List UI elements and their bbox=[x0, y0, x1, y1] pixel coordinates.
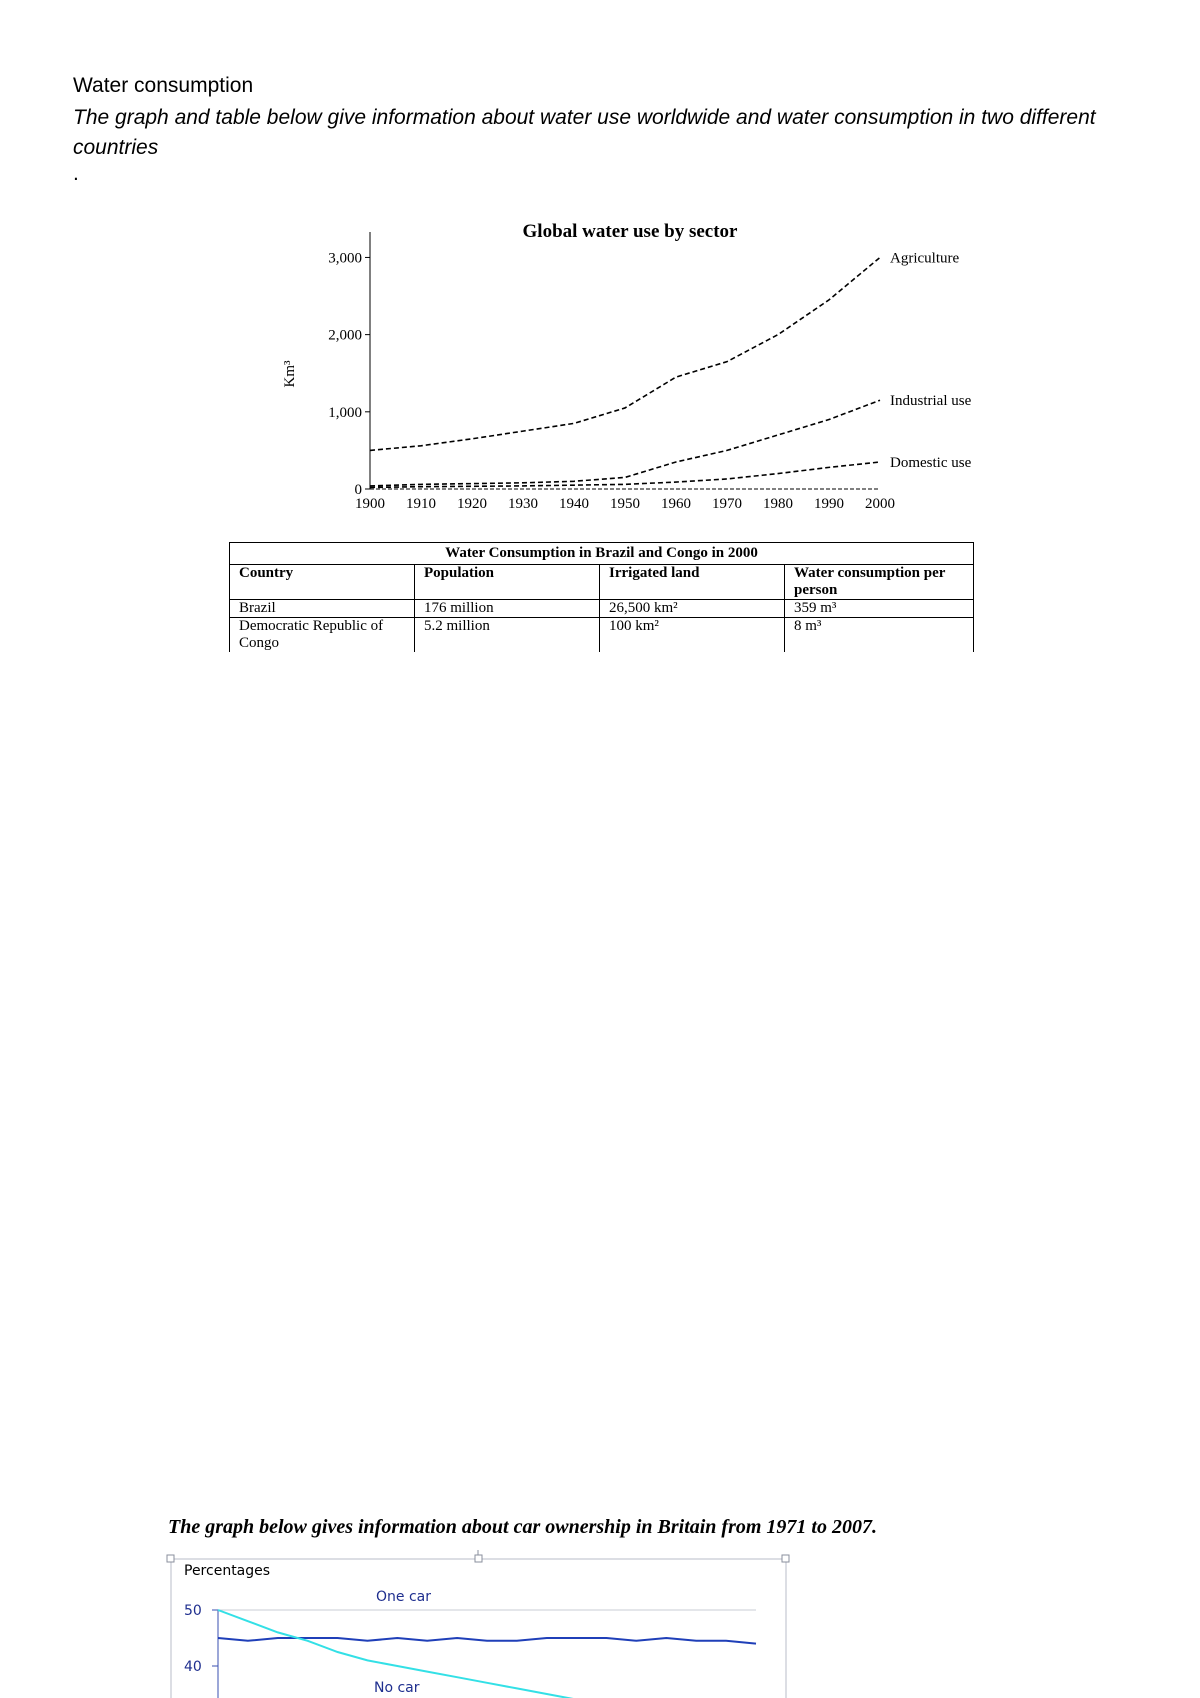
table-cell: Democratic Republic of Congo bbox=[230, 618, 415, 653]
y-axis-label: Percentages bbox=[184, 1563, 271, 1579]
x-tick-label: 1970 bbox=[712, 496, 742, 512]
frame-handle[interactable] bbox=[475, 1555, 482, 1562]
series-label: One car bbox=[376, 1589, 431, 1605]
x-tick-label: 1930 bbox=[508, 496, 538, 512]
document-intro: The graph and table below give information about water use worldwide and water consumption in two different countries bbox=[73, 106, 1096, 159]
chart-title: Global water use by sector bbox=[522, 221, 738, 242]
car-chart-title: The graph below gives information about car ownership in Britain from 1971 to 2007. bbox=[168, 1516, 877, 1538]
table-cell: 8 m³ bbox=[785, 618, 974, 653]
table-header-country: Country bbox=[230, 565, 415, 600]
y-tick-label: 3,000 bbox=[328, 250, 362, 267]
y-tick-label: 0 bbox=[354, 482, 362, 498]
series-line bbox=[370, 257, 880, 450]
x-tick-label: 1990 bbox=[814, 496, 844, 512]
x-tick-label: 1940 bbox=[559, 496, 589, 512]
bullet-dot: . bbox=[73, 162, 79, 185]
legend-label: Industrial use bbox=[890, 393, 972, 410]
table-header-population: Population bbox=[415, 565, 600, 600]
x-tick-label: 2000 bbox=[865, 496, 895, 512]
table-cell: 5.2 million bbox=[415, 618, 600, 653]
frame-handle[interactable] bbox=[167, 1555, 174, 1562]
legend-label: Domestic use bbox=[890, 454, 972, 471]
table-header-irrigated: Irrigated land bbox=[600, 565, 785, 600]
x-tick-label: 1980 bbox=[763, 496, 793, 512]
y-tick-label: 1,000 bbox=[328, 404, 362, 421]
table-cell: 359 m³ bbox=[785, 600, 974, 618]
series-line bbox=[218, 1610, 756, 1698]
table-cell: 176 million bbox=[415, 600, 600, 618]
table-cell: Brazil bbox=[230, 600, 415, 618]
document-heading: Water consumption bbox=[73, 74, 254, 97]
car-ownership-chart bbox=[160, 1550, 800, 1698]
series-label: No car bbox=[374, 1680, 420, 1696]
x-tick-label: 1950 bbox=[610, 496, 640, 512]
y-tick-label: 50 bbox=[184, 1603, 202, 1619]
x-tick-label: 1910 bbox=[406, 496, 436, 512]
chart-frame bbox=[171, 1559, 786, 1698]
x-tick-label: 1920 bbox=[457, 496, 487, 512]
table-cell: 100 km² bbox=[600, 618, 785, 653]
x-tick-label: 1900 bbox=[355, 496, 385, 512]
water-use-chart bbox=[270, 212, 1010, 528]
table-row bbox=[230, 600, 974, 618]
frame-handle[interactable] bbox=[782, 1555, 789, 1562]
y-tick-label: 40 bbox=[184, 1659, 202, 1675]
table-cell: 26,500 km² bbox=[600, 600, 785, 618]
y-tick-label: 2,000 bbox=[328, 327, 362, 344]
table-row bbox=[230, 618, 974, 653]
table-caption: Water Consumption in Brazil and Congo in 2000 bbox=[230, 543, 974, 565]
legend-label: Agriculture bbox=[890, 250, 960, 267]
table-header-consumption: Water consumption per person bbox=[785, 565, 974, 600]
x-tick-label: 1960 bbox=[661, 496, 691, 512]
water-consumption-table bbox=[229, 542, 974, 652]
y-axis-label: Km³ bbox=[282, 360, 298, 388]
